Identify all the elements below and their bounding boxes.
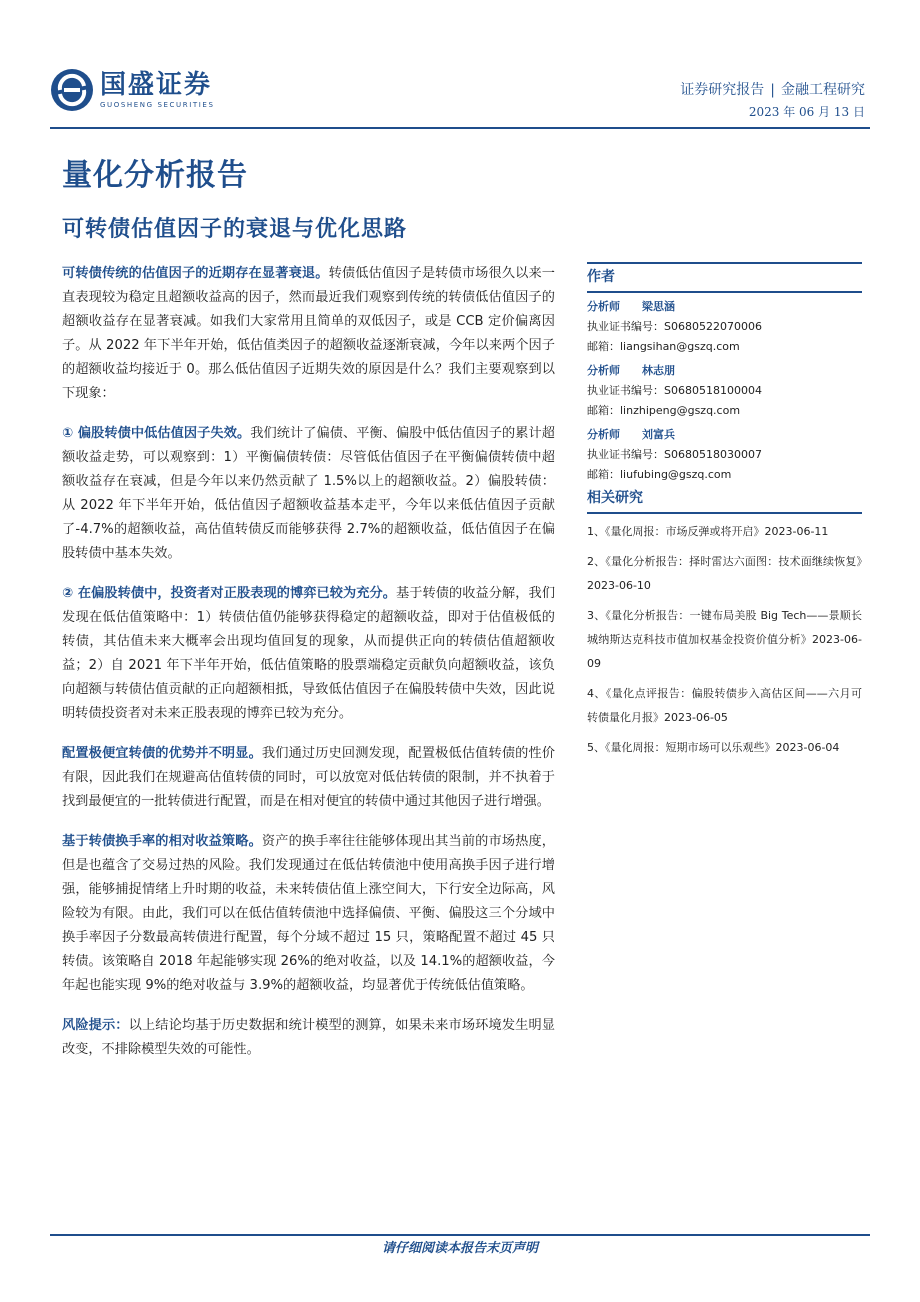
report-subtitle: 可转债估值因子的衰退与优化思路 — [62, 217, 408, 242]
paragraph — [62, 262, 555, 406]
analyst-role: 分析师 — [587, 300, 620, 313]
related-report-link[interactable]: 2、《量化分析报告：择时雷达六面图：技术面继续恢复》2023-06-10 — [587, 555, 862, 592]
paragraph-text: 资产的换手率往往能够体现出其当前的市场热度，但是也蕴含了交易过热的风险。我们发现通过在低估转债池中使用高换手因子进行增强，能够捕捉情绪上升时期的收益，未来转债估值上涨空间大，下行安全边际高，风险较为有限。由此，我们可以在低估值转债池中选择偏债、平衡、偏股这三个分域中换手率因子分数最高转债进行配置，每个分域不超过 15 只，策略配置不超过 45 只转债。该策略自 2018 年起能够实现 26%的绝对收益，以及 14.1%的超额收益，今年起也能实现 9%的绝对收益与 3.9%的超额收益，均显著优于传统低估值策略。 — [62, 834, 555, 993]
analyst-card — [587, 361, 862, 421]
related-report-link[interactable]: 3、《量化分析报告：一键布局美股 Big Tech——景顺长城纳斯达克科技市值加权基金投资价值分析》2023-06-09 — [587, 609, 862, 670]
footer-disclaimer: 请仔细阅读本报告末页声明 — [381, 1241, 538, 1256]
paragraph-text: 基于转债的收益分解，我们发现在低估值策略中：1）转债估值仍能够获得稳定的超额收益，即对于估值极低的转债，其估值未来大概率会出现均值回复的现象，从而提供正向的转债估值超额收益；2）自 2021 年下半年开始，低估值策略的股票端稳定贡献负向超额收益，该负向超额与转债估值贡献的正向超额相抵，导致低估值因子在偏股转债中失效，因此说明转债投资者对未来正股表现的博弈已较为充分。 — [62, 586, 556, 721]
paragraph — [62, 422, 555, 566]
paragraph — [62, 742, 555, 814]
analyst-card — [587, 297, 862, 357]
header-divider — [50, 127, 870, 129]
risk-warning — [62, 1014, 555, 1062]
logo-name-cn: 国盛证券 — [100, 70, 213, 100]
analyst-name: 林志朋 — [642, 364, 675, 377]
paragraph-text: 我们通过历史回测发现，配置极低估值转债的性价有限，因此我们在规避高估值转债的同时，可以放宽对低估转债的限制，并不执着于找到最便宜的一批转债进行配置，而是在相对便宜的转债中通过其他因子进行增强。 — [62, 746, 555, 809]
analyst-email: 邮箱：liangsihan@gszq.com — [587, 340, 740, 353]
related-report-link[interactable]: 5、《量化周报：短期市场可以乐观些》2023-06-04 — [587, 741, 840, 754]
report-category: 证券研究报告 — [680, 82, 765, 98]
related-research-list — [587, 520, 862, 760]
report-subcategory: 金融工程研究 — [781, 82, 865, 98]
related-report-link[interactable]: 4、《量化点评报告：偏股转债步入高估区间——六月可转债量化月报》2023-06-05 — [587, 687, 862, 724]
analyst-name: 刘富兵 — [642, 428, 675, 441]
analyst-card — [587, 425, 862, 485]
sidebar — [587, 262, 862, 766]
analyst-cert: 执业证书编号：S0680518030007 — [587, 448, 762, 461]
paragraph-text: 我们统计了偏债、平衡、偏股中低估值因子的累计超额收益走势，可以观察到：1）平衡偏债转债：尽管低估值因子在平衡偏债转债中超额收益存在衰减，但是今年以来仍然贡献了 1.5%以上的超额收益。2）偏股转债：从 2022 年下半年开始，低估值因子超额收益基本走平，今年以来低估值因子贡献了-4.7%的超额收益，高估值转债反而能够获得 2.7%的超额收益，低估值因子在偏股转债中基本失效。 — [62, 426, 555, 561]
report-body — [62, 262, 555, 1078]
paragraph-lead: 可转债传统的估值因子的近期存在显著衰退。 — [62, 266, 329, 281]
report-title: 量化分析报告 — [62, 158, 248, 193]
paragraph-lead: ② 在偏股转债中，投资者对正股表现的博弈已较为充分。 — [62, 586, 397, 601]
company-logo — [50, 68, 215, 112]
guosheng-logo-icon — [50, 68, 94, 112]
footer-divider — [50, 1234, 870, 1236]
analyst-cert: 执业证书编号：S0680522070006 — [587, 320, 762, 333]
paragraph-lead: ① 偏股转债中低估值因子失效。 — [62, 426, 251, 441]
paragraph — [62, 582, 555, 726]
related-research-heading: 相关研究 — [587, 485, 862, 514]
analyst-role: 分析师 — [587, 428, 620, 441]
paragraph — [62, 830, 555, 998]
paragraph-text: 以上结论均基于历史数据和统计模型的测算，如果未来市场环境发生明显改变，不排除模型失效的可能性。 — [62, 1018, 555, 1057]
analyst-email: 邮箱：liufubing@gszq.com — [587, 468, 732, 481]
paragraph-lead: 风险提示： — [62, 1018, 129, 1033]
category-separator: | — [770, 82, 775, 98]
analyst-role: 分析师 — [587, 364, 620, 377]
report-date: 2023 年 06 月 13 日 — [748, 105, 865, 119]
authors-heading: 作者 — [587, 262, 862, 293]
analyst-name: 梁思涵 — [642, 300, 675, 313]
paragraph-lead: 配置极便宜转债的优势并不明显。 — [62, 746, 262, 761]
paragraph-text: 转债低估值因子是转债市场很久以来一直表现较为稳定且超额收益高的因子，然而最近我们观察到传统的转债低估值因子的超额收益存在显著衰减。如我们大家常用且简单的双低因子，或是 CCB 定价偏离因子。从 2022 年下半年开始，低估值类因子的超额收益逐渐衰减，今年以来两个因子的超额收益均接近于 0。那么低估值因子近期失效的原因是什么？我们主要观察到以下现象： — [62, 266, 555, 401]
report-meta — [680, 80, 865, 122]
analyst-cert: 执业证书编号：S0680518100004 — [587, 384, 762, 397]
analyst-email: 邮箱：linzhipeng@gszq.com — [587, 404, 741, 417]
paragraph-lead: 基于转债换手率的相对收益策略。 — [62, 834, 262, 849]
logo-name-en: GUOSHENG SECURITIES — [100, 101, 215, 109]
related-report-link[interactable]: 1、《量化周报：市场反弹或将开启》2023-06-11 — [587, 525, 829, 538]
